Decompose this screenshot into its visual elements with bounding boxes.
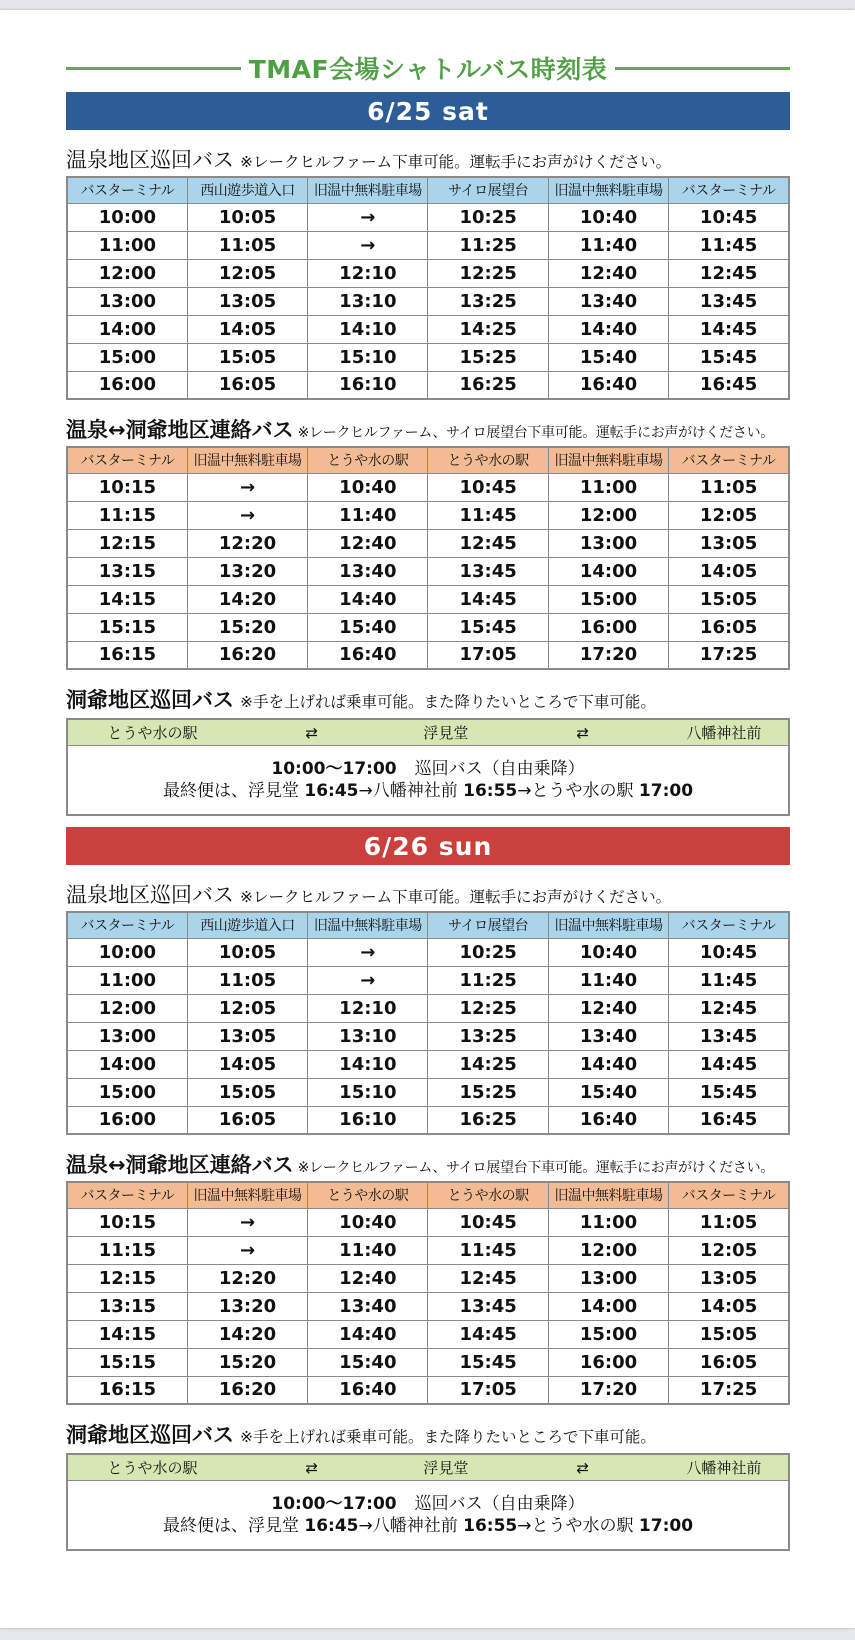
section-name: 温泉↔洞爺地区連絡バス xyxy=(66,418,294,442)
time-cell: → xyxy=(308,938,428,966)
time-cell: 15:00 xyxy=(67,343,187,371)
time-cell: 10:25 xyxy=(428,938,548,966)
column-header: バスターミナル xyxy=(669,177,789,203)
time-cell: 16:10 xyxy=(308,1106,428,1134)
time-cell: 15:00 xyxy=(548,585,668,613)
time-cell: → xyxy=(187,1208,307,1236)
timetable-renraku xyxy=(66,1181,790,1405)
column-header: バスターミナル xyxy=(67,177,187,203)
time-cell: 13:45 xyxy=(428,1292,548,1320)
time-cell: 15:40 xyxy=(548,343,668,371)
time-cell: → xyxy=(187,501,307,529)
last-bus-text: →八幡神社前 xyxy=(358,1516,464,1536)
section-name: 温泉地区巡回バス xyxy=(66,883,234,907)
timetable-page xyxy=(0,10,855,1628)
time-cell: 15:05 xyxy=(669,1320,789,1348)
table-row xyxy=(67,1078,789,1106)
time-cell: 14:00 xyxy=(548,557,668,585)
time-cell: 16:20 xyxy=(187,1376,307,1404)
table-row xyxy=(67,585,789,613)
time-cell: 12:40 xyxy=(548,994,668,1022)
time-cell: 11:40 xyxy=(548,966,668,994)
time-cell: 16:45 xyxy=(669,371,789,399)
time-cell: 11:05 xyxy=(669,1208,789,1236)
column-header: バスターミナル xyxy=(67,447,187,473)
time-cell: 15:10 xyxy=(308,343,428,371)
time-cell: 16:05 xyxy=(187,371,307,399)
route-arrow-icon: ⇄ xyxy=(305,723,318,742)
time-cell: 11:45 xyxy=(669,966,789,994)
time-cell: 12:05 xyxy=(669,501,789,529)
time-cell: 16:05 xyxy=(187,1106,307,1134)
time-cell: 14:15 xyxy=(67,585,187,613)
stop-name: とうや水の駅 xyxy=(107,724,198,742)
time-cell: 10:40 xyxy=(308,1208,428,1236)
section-title-onsen xyxy=(66,144,790,172)
time-cell: 15:25 xyxy=(428,1078,548,1106)
column-header: 西山遊歩道入口 xyxy=(187,912,307,938)
time-cell: 13:00 xyxy=(548,1264,668,1292)
route-arrow-icon: ⇄ xyxy=(305,1458,318,1477)
time-cell: 16:40 xyxy=(308,1376,428,1404)
time-cell: 13:40 xyxy=(308,557,428,585)
table-header-row xyxy=(67,912,789,938)
table-row xyxy=(67,557,789,585)
section-title-renraku xyxy=(66,1149,790,1177)
stop-name: 浮見堂 xyxy=(423,1459,469,1477)
time-cell: 12:00 xyxy=(67,994,187,1022)
time-cell: 16:40 xyxy=(548,1106,668,1134)
time-cell: 17:25 xyxy=(669,641,789,669)
table-header-row xyxy=(67,1182,789,1208)
day-section-sun xyxy=(66,827,790,1551)
table-row xyxy=(67,501,789,529)
column-header: 旧温中無料駐車場 xyxy=(187,1182,307,1208)
last-bus-line xyxy=(163,780,693,802)
column-header: サイロ展望台 xyxy=(428,912,548,938)
table-row xyxy=(67,343,789,371)
time-cell: 12:45 xyxy=(669,259,789,287)
time-cell: 11:25 xyxy=(428,966,548,994)
time-cell: 14:05 xyxy=(669,557,789,585)
time-cell: 12:00 xyxy=(67,259,187,287)
last-bus-text: →とうや水の駅 xyxy=(517,1516,639,1536)
time-cell: 14:45 xyxy=(428,1320,548,1348)
loop-details xyxy=(68,746,788,814)
last-bus-time: 16:55 xyxy=(463,781,518,801)
table-row xyxy=(67,371,789,399)
column-header: 西山遊歩道入口 xyxy=(187,177,307,203)
time-cell: 12:45 xyxy=(428,529,548,557)
time-cell: 14:05 xyxy=(187,315,307,343)
time-cell: 14:15 xyxy=(67,1320,187,1348)
table-row xyxy=(67,203,789,231)
time-cell: 12:00 xyxy=(548,1236,668,1264)
last-bus-time: 16:45 xyxy=(304,1516,359,1536)
last-bus-text: →とうや水の駅 xyxy=(517,781,639,801)
time-cell: 13:20 xyxy=(187,1292,307,1320)
route-arrow-icon: ⇄ xyxy=(576,1458,589,1477)
time-cell: 15:00 xyxy=(67,1078,187,1106)
loop-description: 巡回バス（自由乗降） xyxy=(414,759,585,779)
time-cell: 13:00 xyxy=(548,529,668,557)
time-cell: 14:20 xyxy=(187,585,307,613)
time-cell: 13:10 xyxy=(308,1022,428,1050)
stop-name: 浮見堂 xyxy=(423,724,469,742)
loop-description: 巡回バス（自由乗降） xyxy=(414,1494,585,1514)
column-header: 旧温中無料駐車場 xyxy=(308,912,428,938)
time-cell: 17:20 xyxy=(548,641,668,669)
loop-hours: 10:00～17:00 xyxy=(271,1494,397,1514)
time-cell: 14:10 xyxy=(308,1050,428,1078)
column-header: サイロ展望台 xyxy=(428,177,548,203)
time-cell: 12:25 xyxy=(428,259,548,287)
time-cell: 15:05 xyxy=(669,585,789,613)
time-cell: 14:40 xyxy=(548,315,668,343)
section-title-onsen xyxy=(66,879,790,907)
title-line-right xyxy=(615,67,790,70)
time-cell: 14:25 xyxy=(428,1050,548,1078)
section-note: ※レークヒルファーム、サイロ展望台下車可能。運転手にお声がけください。 xyxy=(297,1160,774,1176)
section-note: ※レークヒルファーム下車可能。運転手にお声がけください。 xyxy=(240,153,672,171)
loop-details xyxy=(68,1481,788,1549)
time-cell: 12:40 xyxy=(548,259,668,287)
time-cell: 14:45 xyxy=(669,315,789,343)
day-banner: 6/25 sat xyxy=(66,92,790,130)
time-cell: 11:45 xyxy=(428,501,548,529)
stop-name: とうや水の駅 xyxy=(107,1459,198,1477)
time-cell: 10:40 xyxy=(308,473,428,501)
table-row xyxy=(67,1022,789,1050)
time-cell: 10:40 xyxy=(548,938,668,966)
time-cell: 15:40 xyxy=(308,613,428,641)
column-header: 旧温中無料駐車場 xyxy=(308,177,428,203)
table-row xyxy=(67,1264,789,1292)
time-cell: 16:05 xyxy=(669,613,789,641)
time-cell: 15:25 xyxy=(428,343,548,371)
last-bus-time: 16:45 xyxy=(304,781,359,801)
time-cell: 16:00 xyxy=(548,1348,668,1376)
column-header: 旧温中無料駐車場 xyxy=(548,447,668,473)
section-name: 温泉↔洞爺地区連絡バス xyxy=(66,1153,294,1177)
section-title-renraku xyxy=(66,414,790,442)
column-header: バスターミナル xyxy=(67,912,187,938)
table-row xyxy=(67,994,789,1022)
time-cell: 12:40 xyxy=(308,1264,428,1292)
time-cell: 10:15 xyxy=(67,1208,187,1236)
table-row xyxy=(67,1208,789,1236)
section-note: ※レークヒルファーム下車可能。運転手にお声がけください。 xyxy=(240,888,672,906)
time-cell: 12:05 xyxy=(669,1236,789,1264)
time-cell: 13:05 xyxy=(187,287,307,315)
time-cell: 11:00 xyxy=(67,966,187,994)
time-cell: → xyxy=(187,1236,307,1264)
table-row xyxy=(67,1320,789,1348)
time-cell: 12:15 xyxy=(67,529,187,557)
time-cell: 11:05 xyxy=(669,473,789,501)
time-cell: 13:45 xyxy=(669,287,789,315)
day-banner: 6/26 sun xyxy=(66,827,790,865)
time-cell: 13:45 xyxy=(428,557,548,585)
time-cell: 12:45 xyxy=(669,994,789,1022)
time-cell: 15:45 xyxy=(428,613,548,641)
time-cell: 14:05 xyxy=(187,1050,307,1078)
time-cell: 12:25 xyxy=(428,994,548,1022)
section-name: 洞爺地区巡回バス xyxy=(66,688,234,712)
column-header: 旧温中無料駐車場 xyxy=(187,447,307,473)
time-cell: → xyxy=(308,231,428,259)
time-cell: 16:15 xyxy=(67,641,187,669)
time-cell: 13:15 xyxy=(67,1292,187,1320)
column-header: 旧温中無料駐車場 xyxy=(548,1182,668,1208)
section-title-toya xyxy=(66,684,790,712)
table-row xyxy=(67,1050,789,1078)
time-cell: 15:40 xyxy=(548,1078,668,1106)
table-row xyxy=(67,938,789,966)
time-cell: 14:45 xyxy=(428,585,548,613)
time-cell: 15:15 xyxy=(67,1348,187,1376)
time-cell: 16:25 xyxy=(428,371,548,399)
time-cell: 13:05 xyxy=(669,1264,789,1292)
time-cell: 11:15 xyxy=(67,501,187,529)
time-cell: 13:40 xyxy=(548,287,668,315)
time-cell: 15:40 xyxy=(308,1348,428,1376)
timetable-onsen xyxy=(66,911,790,1135)
time-cell: 12:05 xyxy=(187,994,307,1022)
section-note: ※手を上げれば乗車可能。また降りたいところで下車可能。 xyxy=(240,1428,656,1446)
time-cell: 15:45 xyxy=(669,343,789,371)
timetable-renraku xyxy=(66,446,790,670)
time-cell: 16:00 xyxy=(67,1106,187,1134)
column-header: バスターミナル xyxy=(669,447,789,473)
time-cell: 11:40 xyxy=(308,501,428,529)
time-cell: 11:40 xyxy=(308,1236,428,1264)
time-cell: 12:00 xyxy=(548,501,668,529)
time-cell: 12:40 xyxy=(308,529,428,557)
time-cell: 10:45 xyxy=(669,203,789,231)
time-cell: 15:45 xyxy=(428,1348,548,1376)
time-cell: 13:05 xyxy=(187,1022,307,1050)
time-cell: 10:15 xyxy=(67,473,187,501)
table-row xyxy=(67,613,789,641)
time-cell: 15:00 xyxy=(548,1320,668,1348)
time-cell: 11:45 xyxy=(428,1236,548,1264)
section-name: 洞爺地区巡回バス xyxy=(66,1423,234,1447)
time-cell: 16:40 xyxy=(308,641,428,669)
time-cell: 17:25 xyxy=(669,1376,789,1404)
loop-stops-header xyxy=(68,720,788,746)
time-cell: 10:05 xyxy=(187,203,307,231)
timetable-onsen xyxy=(66,176,790,400)
time-cell: 14:25 xyxy=(428,315,548,343)
time-cell: 12:15 xyxy=(67,1264,187,1292)
time-cell: 16:45 xyxy=(669,1106,789,1134)
time-cell: 15:10 xyxy=(308,1078,428,1106)
loop-hours-line xyxy=(271,1493,584,1515)
table-row xyxy=(67,1292,789,1320)
time-cell: 10:00 xyxy=(67,938,187,966)
table-row xyxy=(67,966,789,994)
time-cell: 13:40 xyxy=(308,1292,428,1320)
time-cell: 12:05 xyxy=(187,259,307,287)
table-header-row xyxy=(67,177,789,203)
route-arrow-icon: ⇄ xyxy=(576,723,589,742)
table-row xyxy=(67,231,789,259)
time-cell: → xyxy=(308,203,428,231)
time-cell: 16:00 xyxy=(548,613,668,641)
time-cell: 11:05 xyxy=(187,966,307,994)
time-cell: 10:25 xyxy=(428,203,548,231)
time-cell: 16:25 xyxy=(428,1106,548,1134)
table-row xyxy=(67,473,789,501)
section-title-toya xyxy=(66,1419,790,1447)
time-cell: 14:40 xyxy=(308,1320,428,1348)
time-cell: 13:25 xyxy=(428,1022,548,1050)
toya-loop-box xyxy=(66,1453,790,1551)
time-cell: 12:10 xyxy=(308,259,428,287)
time-cell: 12:20 xyxy=(187,1264,307,1292)
table-row xyxy=(67,287,789,315)
time-cell: 14:10 xyxy=(308,315,428,343)
page-title-row xyxy=(66,46,790,90)
day-section-sat xyxy=(66,92,790,816)
table-row xyxy=(67,1106,789,1134)
section-note: ※レークヒルファーム、サイロ展望台下車可能。運転手にお声がけください。 xyxy=(297,425,774,441)
column-header: バスターミナル xyxy=(669,1182,789,1208)
time-cell: 10:45 xyxy=(428,1208,548,1236)
last-bus-text: 最終便は、浮見堂 xyxy=(162,1516,305,1536)
time-cell: 13:00 xyxy=(67,1022,187,1050)
table-row xyxy=(67,1376,789,1404)
time-cell: 15:45 xyxy=(669,1078,789,1106)
section-name: 温泉地区巡回バス xyxy=(66,148,234,172)
time-cell: 11:00 xyxy=(548,473,668,501)
time-cell: 14:05 xyxy=(669,1292,789,1320)
time-cell: 13:25 xyxy=(428,287,548,315)
time-cell: 11:40 xyxy=(548,231,668,259)
time-cell: 11:00 xyxy=(67,231,187,259)
table-header-row xyxy=(67,447,789,473)
last-bus-text: 最終便は、浮見堂 xyxy=(162,781,305,801)
column-header: とうや水の駅 xyxy=(308,1182,428,1208)
loop-hours-line xyxy=(271,758,584,780)
time-cell: 13:40 xyxy=(548,1022,668,1050)
table-row xyxy=(67,315,789,343)
time-cell: → xyxy=(187,473,307,501)
time-cell: 17:05 xyxy=(428,641,548,669)
time-cell: 11:45 xyxy=(669,231,789,259)
time-cell: 16:00 xyxy=(67,371,187,399)
table-row xyxy=(67,641,789,669)
time-cell: 13:00 xyxy=(67,287,187,315)
time-cell: 13:10 xyxy=(308,287,428,315)
column-header: 旧温中無料駐車場 xyxy=(548,177,668,203)
loop-hours: 10:00～17:00 xyxy=(271,759,397,779)
time-cell: 17:20 xyxy=(548,1376,668,1404)
time-cell: 14:40 xyxy=(308,585,428,613)
time-cell: 16:05 xyxy=(669,1348,789,1376)
last-bus-text: →八幡神社前 xyxy=(358,781,464,801)
stop-name: 八幡神社前 xyxy=(686,724,762,742)
time-cell: 11:00 xyxy=(548,1208,668,1236)
loop-stops-header xyxy=(68,1455,788,1481)
column-header: とうや水の駅 xyxy=(428,1182,548,1208)
table-row xyxy=(67,1236,789,1264)
time-cell: 13:15 xyxy=(67,557,187,585)
column-header: とうや水の駅 xyxy=(308,447,428,473)
column-header: バスターミナル xyxy=(669,912,789,938)
time-cell: 14:00 xyxy=(67,1050,187,1078)
time-cell: 17:05 xyxy=(428,1376,548,1404)
table-row xyxy=(67,1348,789,1376)
time-cell: 13:05 xyxy=(669,529,789,557)
section-note: ※手を上げれば乗車可能。また降りたいところで下車可能。 xyxy=(240,693,656,711)
last-bus-time: 17:00 xyxy=(638,781,694,801)
stop-name: 八幡神社前 xyxy=(686,1459,762,1477)
column-header: とうや水の駅 xyxy=(428,447,548,473)
time-cell: 10:45 xyxy=(669,938,789,966)
time-cell: 12:10 xyxy=(308,994,428,1022)
time-cell: 13:20 xyxy=(187,557,307,585)
table-row xyxy=(67,259,789,287)
time-cell: 14:40 xyxy=(548,1050,668,1078)
time-cell: 12:20 xyxy=(187,529,307,557)
time-cell: 16:40 xyxy=(548,371,668,399)
time-cell: 16:10 xyxy=(308,371,428,399)
time-cell: 14:45 xyxy=(669,1050,789,1078)
table-row xyxy=(67,529,789,557)
time-cell: 10:40 xyxy=(548,203,668,231)
time-cell: 12:45 xyxy=(428,1264,548,1292)
title-line-left xyxy=(66,67,241,70)
time-cell: 10:45 xyxy=(428,473,548,501)
time-cell: 15:05 xyxy=(187,1078,307,1106)
time-cell: 15:15 xyxy=(67,613,187,641)
last-bus-time: 17:00 xyxy=(638,1516,694,1536)
last-bus-line xyxy=(163,1515,693,1537)
time-cell: 10:00 xyxy=(67,203,187,231)
time-cell: 14:20 xyxy=(187,1320,307,1348)
time-cell: 11:05 xyxy=(187,231,307,259)
time-cell: 11:25 xyxy=(428,231,548,259)
time-cell: 15:20 xyxy=(187,613,307,641)
toya-loop-box xyxy=(66,718,790,816)
time-cell: 15:20 xyxy=(187,1348,307,1376)
last-bus-time: 16:55 xyxy=(463,1516,518,1536)
time-cell: 13:45 xyxy=(669,1022,789,1050)
time-cell: 11:15 xyxy=(67,1236,187,1264)
time-cell: 10:05 xyxy=(187,938,307,966)
time-cell: 16:20 xyxy=(187,641,307,669)
time-cell: 16:15 xyxy=(67,1376,187,1404)
time-cell: 14:00 xyxy=(548,1292,668,1320)
column-header: バスターミナル xyxy=(67,1182,187,1208)
time-cell: 14:00 xyxy=(67,315,187,343)
page-title: TMAF会場シャトルバス時刻表 xyxy=(248,55,608,84)
time-cell: → xyxy=(308,966,428,994)
time-cell: 15:05 xyxy=(187,343,307,371)
column-header: 旧温中無料駐車場 xyxy=(548,912,668,938)
